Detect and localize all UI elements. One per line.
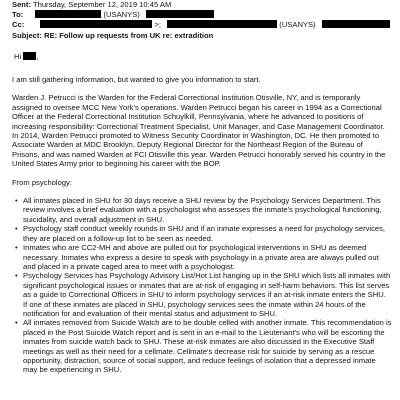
email-header xyxy=(12,0,396,30)
redaction-box xyxy=(167,20,277,28)
subject-value: RE: Follow up requests from UK re: extradition xyxy=(44,31,214,40)
cc-row xyxy=(12,20,396,30)
to-label: To: xyxy=(12,10,24,19)
sent-row xyxy=(12,0,396,10)
greeting-punct: , xyxy=(36,52,39,61)
greeting xyxy=(14,52,38,61)
redaction-box xyxy=(40,20,152,28)
sent-value: Thursday, September 12, 2019 10:45 AM xyxy=(32,0,172,9)
cc-label: Cc: xyxy=(12,20,25,29)
cc-org: (USANYS) xyxy=(279,20,316,29)
redaction-box xyxy=(146,10,214,18)
list-item: • All inmates placed in SHU for 30 days receive a SHU review by the Psychology Services Department. This review involves a brief evaluation with a psychologist who assesses the inmate's psychological functioning, suicidality, and overall adjustment in SHU. xyxy=(12,196,392,224)
list-item: • Psychology staff conduct weekly rounds in SHU and if an inmate expresses a need for psychology services, they are placed on a follow-up list to be seen as needed. xyxy=(12,224,392,243)
to-org: (USANYS) xyxy=(103,10,140,19)
bio-paragraph: Warden J. Petrucci is the Warden for the Federal Correctional Institution Otisville, NY, and is temporarily assigned to oversee MCC New York's operations. Warden Petrucci began his career in 1994 as a Correctional Officer at the Federal Correctional Institution Schuylkill, Pennsylvania, where he advanced to positions of increasing responsibility: Correctional Treatment Specialist, Unit Manager, and Case Management Coordinator. In 2014, Warden Petrucci promoted to Witness Security Coordinator in Washington, DC. He then promoted to Associate Warden at MDC Brooklyn, Deputy Regional Director for the Northeast Region of the Bureau of Prisons, and was named Warden at FCI Otisville this year. Warden Petrucci honorably served his country in the United States Army prior to beginning his career with the BOP. xyxy=(12,93,386,169)
email-body xyxy=(12,75,392,375)
sent-label: Sent: xyxy=(12,0,31,9)
to-row xyxy=(12,10,396,20)
redaction-box xyxy=(35,10,101,18)
psychology-heading: From psychology: xyxy=(12,177,72,187)
list-item: • All inmates removed from Suicide Watch are to be double celled with another inmate. This recommendation is placed in the Post Suicide Watch report and is sent in an e-mail to the Lieutenant's who will be escorting the inmates from suicide watch back to SHU. These at-risk inmates are also discussed in the Executive Staff meetings as well as their need for a cellmate. Cellmate's decrease risk for suicide by serving as a rescue opportunity, distraction, source of social support, and reduce feelings of isolation that a depressed inmate may be experiencing in SHU. xyxy=(12,318,392,374)
list-item: • Inmates who are CC2-MH and above are pulled out for psychological interventions in SHU as deemed necessary. Inmates who express a desire to speak with psychology in a private area are always pulled out and placed in a private caged area to meet with a psychologist. xyxy=(12,243,392,271)
redaction-box xyxy=(322,20,390,28)
subject-row xyxy=(12,31,213,40)
redaction-box xyxy=(23,52,39,61)
cc-separator: >; xyxy=(154,20,162,29)
subject-label: Subject: xyxy=(12,31,42,40)
list-item: • Psychology Services has Psychology Advisory List/Hot List hanging up in the SHU which lists all inmates with significant psychological issues or inmates that are at-risk of engaging in self-harm behaviors. This list serves as a guide to Correctional Officers in SHU to inform psychology services if an at-risk inmate enters the SHU. If one of these inmates are placed in SHU, psychology services sees the inmate within 24 hours of the notification for and evaluation of their mental status and adjustment to SHU. xyxy=(12,271,392,318)
psychology-list xyxy=(12,196,392,375)
greeting-text: Hi xyxy=(14,52,22,61)
intro-paragraph: I am still gathering information, but wanted to give you information to start. xyxy=(12,75,261,84)
